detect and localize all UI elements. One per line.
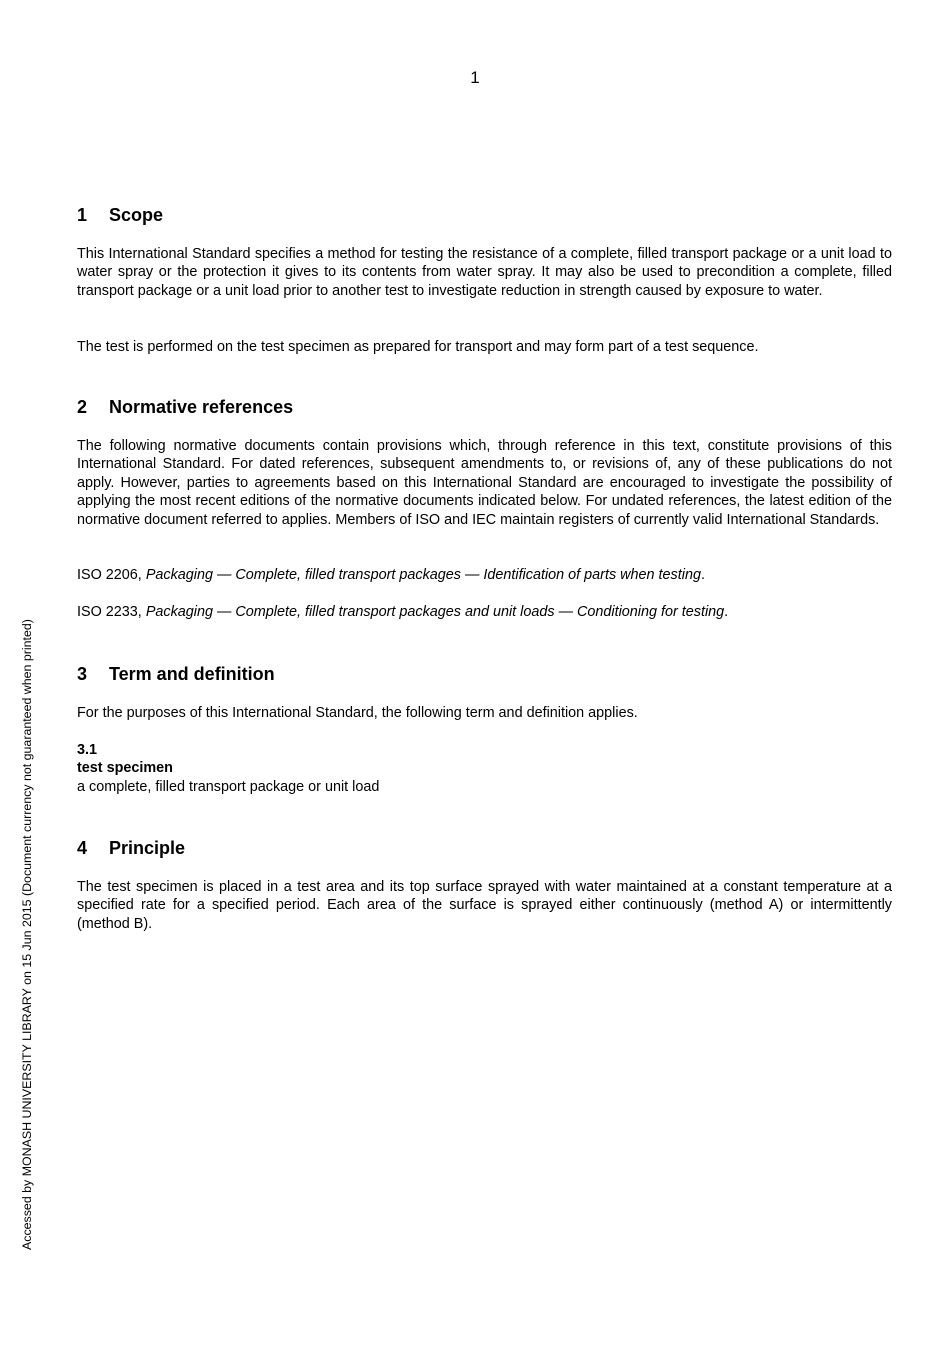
normative-references-paragraph: The following normative documents contain provisions which, through reference in this text, constitute provisions of this International Standard. For dated references, subsequent amendments to, or revisions of, any of these publications do not apply. However, parties to agreements based on this International Standard are encouraged to investigate the possibility of applying the most recent editions of the normative documents indicated below. For undated references, the latest edition of the normative document referred to applies. Members of ISO and IEC maintain registers of currently valid International Standards. (77, 438, 892, 528)
section-title: Principle (109, 838, 186, 858)
section-number: 4 (77, 838, 88, 858)
reference-code: ISO 2206, (77, 567, 146, 583)
reference-iso-2206 (77, 566, 892, 584)
reference-code: ISO 2233, (77, 604, 146, 620)
principle-paragraph: The test specimen is placed in a test area and its top surface sprayed with water maintained at a constant temperature at a specified rate for a specified period. Each area of the surface is sprayed either continuously (method A) or intermittently (method B). (77, 879, 892, 932)
section-title: Scope (109, 205, 164, 225)
reference-end: . (700, 567, 705, 583)
section-heading-principle (77, 837, 892, 859)
scope-paragraph-1: This International Standard specifies a method for testing the resistance of a complete, filled transport package or a unit load to water spray or the protection it gives to its contents from water spray. It may also be used to precondition a complete, filled transport package or a unit load prior to another test to investigate reduction in strength caused by exposure to water. (77, 246, 892, 299)
reference-title: Packaging — Complete, filled transport packages — Identification of parts when testing (145, 567, 701, 583)
access-watermark: Accessed by MONASH UNIVERSITY LIBRARY on 15 Jun 2015 (Document currency not guaranteed when printed) (20, 619, 34, 1250)
term-number: 3.1 (77, 742, 98, 758)
section-title: Term and definition (109, 664, 275, 684)
term-definition: a complete, filled transport package or unit load (77, 779, 380, 795)
section-number: 1 (77, 205, 88, 225)
reference-end: . (724, 604, 729, 620)
section-title: Normative references (109, 397, 294, 417)
scope-paragraph-2: The test is performed on the test specimen as prepared for transport and may form part of a test sequence. (77, 339, 759, 355)
term-definition-paragraph: For the purposes of this International Standard, the following term and definition applies. (77, 705, 638, 721)
term-name: test specimen (77, 760, 173, 776)
section-number: 3 (77, 664, 88, 684)
section-number: 2 (77, 397, 88, 417)
reference-title: Packaging — Complete, filled transport packages and unit loads — Conditioning for testing (145, 604, 725, 620)
page-number: 1 (470, 68, 480, 87)
section-heading-normative-references (77, 396, 892, 418)
section-heading-scope (77, 204, 892, 226)
section-heading-term-and-definition (77, 663, 892, 685)
reference-iso-2233 (77, 603, 892, 621)
